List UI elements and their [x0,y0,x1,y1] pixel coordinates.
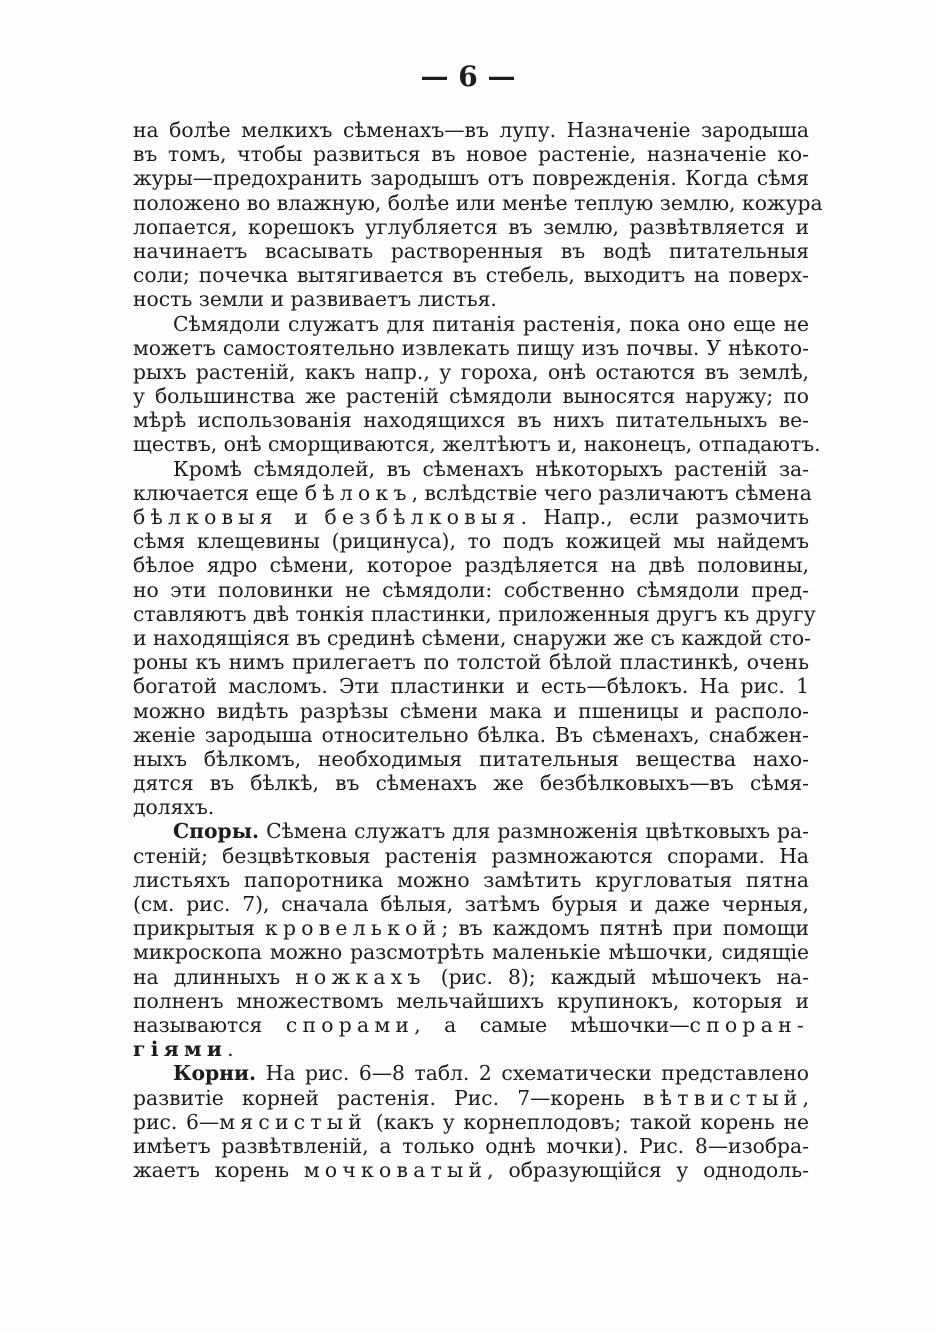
text-segment: (какъ у корнеплодовъ; такой корень не [367,1109,809,1134]
text-line [133,1037,809,1061]
text-line [133,940,809,964]
text-segment: у большинства же растеній сѣмядоли выносятся наружу; по [133,384,809,409]
text-segment: , а самые мѣшочки— [414,1012,690,1037]
text-line [133,1134,809,1158]
spaced-word: вѣтвистый [643,1085,803,1110]
spaced-word: спорами [285,1012,415,1037]
text-line [133,263,809,287]
page-number: — 6 — [420,60,516,93]
text-line [133,1158,809,1182]
text-segment: соли; почечка вытягивается въ стебель, выходитъ на поверх- [133,263,809,288]
text-segment: ществъ, онѣ сморщиваются, желтѣютъ и, наконецъ, отпадаютъ. [133,432,821,457]
text-segment: Сѣмядоли служатъ для питанія растенія, пока оно еще не [173,311,809,336]
text-segment: ставляютъ двѣ тонкія пластинки, приложенныя другъ къ другу [133,601,816,626]
text-segment: ность земли и развиваетъ листья. [133,287,497,312]
text-segment: жаетъ корень [133,1158,304,1183]
text-segment: ключается еще [133,480,305,505]
text-segment: ныхъ бѣлкомъ, необходимыя питательныя вещества нахо- [133,746,809,771]
spaced-word: споран- [689,1012,809,1037]
text-line [133,166,809,190]
text-line [133,1061,809,1085]
spaced-word: мясистый [219,1109,368,1134]
text-line [133,505,809,529]
text-line [133,868,809,892]
text-segment: стеній; безцвѣтковыя растенія размножаются спорами. На [133,843,809,868]
text-line [133,601,816,626]
text-segment: на болѣе мелкихъ сѣменахъ—въ лупу. Назначеніе зародыша [133,118,809,142]
text-segment: сѣмя клещевины (рицинуса), то подъ кожицей мы найдемъ [133,529,809,554]
text-line [133,747,809,771]
text-segment: ; въ каждомъ пятнѣ при помощи [441,916,810,941]
text-line [133,239,809,263]
text-segment: , вслѣдствіе чего различаютъ сѣмена [411,480,812,505]
text-segment: (см. рис. 7), сначала бѣлыя, затѣмъ бурыя и даже черныя, [133,892,809,916]
text-segment: доляхъ. [133,795,215,820]
text-segment: мѣрѣ использованія находящихся въ нихъ питательныхъ ве- [133,408,809,433]
text-segment: дятся въ бѣлкѣ, въ сѣменахъ же безбѣлковыхъ—въ сѣмя- [133,771,809,796]
text-line [133,480,812,505]
text-segment: женіе зародыша относительно бѣлка. Въ сѣменахъ, снабжен- [133,722,809,747]
body-text [133,118,823,1183]
text-line [133,529,809,553]
text-line [133,916,809,940]
text-line [133,795,809,819]
text-segment: но эти половинки не сѣмядоли: собственно сѣмядоли пред- [133,577,809,602]
text-segment: журы—предохранить зародышъ отъ поврежденія. Когда сѣмя [133,166,809,191]
text-line [133,626,809,650]
text-segment: бѣлое ядро сѣмени, которое раздѣляется на двѣ половины, [133,553,809,578]
text-segment: богатой масломъ. Эти пластинки и есть—бѣлокъ. На рис. 1 [133,674,809,699]
text-segment: и [277,505,325,529]
text-segment: имѣетъ развѣтвленій, а только однѣ мочки). Рис. 8—изобра- [133,1133,809,1158]
text-line [133,553,809,577]
text-line [133,892,809,916]
text-segment: на длинныхъ [133,964,296,989]
text-segment: (рис. 8); каждый мѣшочекъ на- [425,964,809,989]
text-line [133,1110,809,1134]
text-segment: микроскопа можно разсмотрѣть маленькіе мѣшочки, сидящіе [133,940,809,965]
text-segment: можно видѣть разрѣзы сѣмени мака и пшеницы и располо- [133,698,809,723]
text-segment: Сѣмена служатъ для размноженія цвѣтковыхъ ра- [259,819,809,844]
spaced-word: бѣлокъ [304,480,412,505]
text-segment: лопается, корешокъ углубляется въ землю, развѣтвляется и [133,214,809,239]
text-line [133,1013,809,1037]
text-segment: положено во влажную, болѣе или менѣе теплую землю, кожура [133,190,823,215]
text-line [133,1086,809,1110]
text-segment: прикрытыя [133,916,266,941]
text-segment: рис. 6— [133,1109,220,1134]
text-line [133,674,809,698]
text-segment: . [227,1037,234,1062]
text-line [133,360,809,384]
text-segment: въ томъ, чтобы развиться въ новое растеніе, назначеніе ко- [133,142,809,167]
text-segment: полненъ множествомъ мельчайшихъ крупинокъ, которыя и [133,988,809,1013]
text-segment: начинаетъ всасывать растворенныя въ водѣ питательныя [133,238,809,263]
text-line [133,844,809,868]
text-segment: можетъ самостоятельно извлекать пищу изъ почвы. У нѣкото- [133,335,809,360]
spaced-word: гіями [133,1037,228,1062]
spaced-word: мочковатый [303,1158,488,1183]
text-line [133,723,809,747]
text-segment: На рис. 6—8 табл. 2 схематически представлено [256,1061,809,1086]
text-segment: Кромѣ сѣмядолей, въ сѣменахъ нѣкоторыхъ растеній за- [173,456,809,481]
text-line [133,287,809,311]
text-line [133,312,809,336]
text-line [133,432,821,457]
text-line [133,118,809,142]
text-line [133,336,809,360]
text-segment: развитіе корней растенія. Рис. 7—корень [133,1085,643,1110]
bold-heading: Споры. [173,819,260,844]
text-segment: листьяхъ папоротника можно замѣтить кругловатыя пятна [133,867,809,892]
text-line [133,142,809,166]
spaced-word: безбѣлковыя [324,505,521,529]
text-segment: и находящіяся въ срединѣ сѣмени, снаружи же съ каждой сто- [133,625,811,650]
text-line [133,819,809,843]
bold-heading: Корни. [173,1061,257,1086]
text-line [133,408,809,432]
text-line [133,699,809,723]
text-line [133,215,809,239]
spaced-word: кровелькой [265,916,442,941]
text-line [133,771,809,795]
text-line [133,650,809,674]
text-line [133,457,809,481]
spaced-word: ножкахъ [295,964,426,989]
text-line [133,989,809,1013]
text-segment: рыхъ растеній, какъ напр., у гороха, онѣ остаются въ землѣ, [133,359,809,384]
text-line [133,190,823,215]
spaced-word: бѣлковыя [133,505,278,529]
text-segment: роны къ нимъ прилегаетъ по толстой бѣлой пластинкѣ, очень [133,650,809,675]
text-line [133,578,809,602]
text-line [133,965,809,989]
text-segment: , образующійся у однодоль- [487,1158,809,1183]
text-segment: , [802,1085,809,1110]
text-line [133,384,809,408]
text-segment: называются [133,1012,286,1037]
text-segment: . Напр., если размочить [520,505,809,529]
